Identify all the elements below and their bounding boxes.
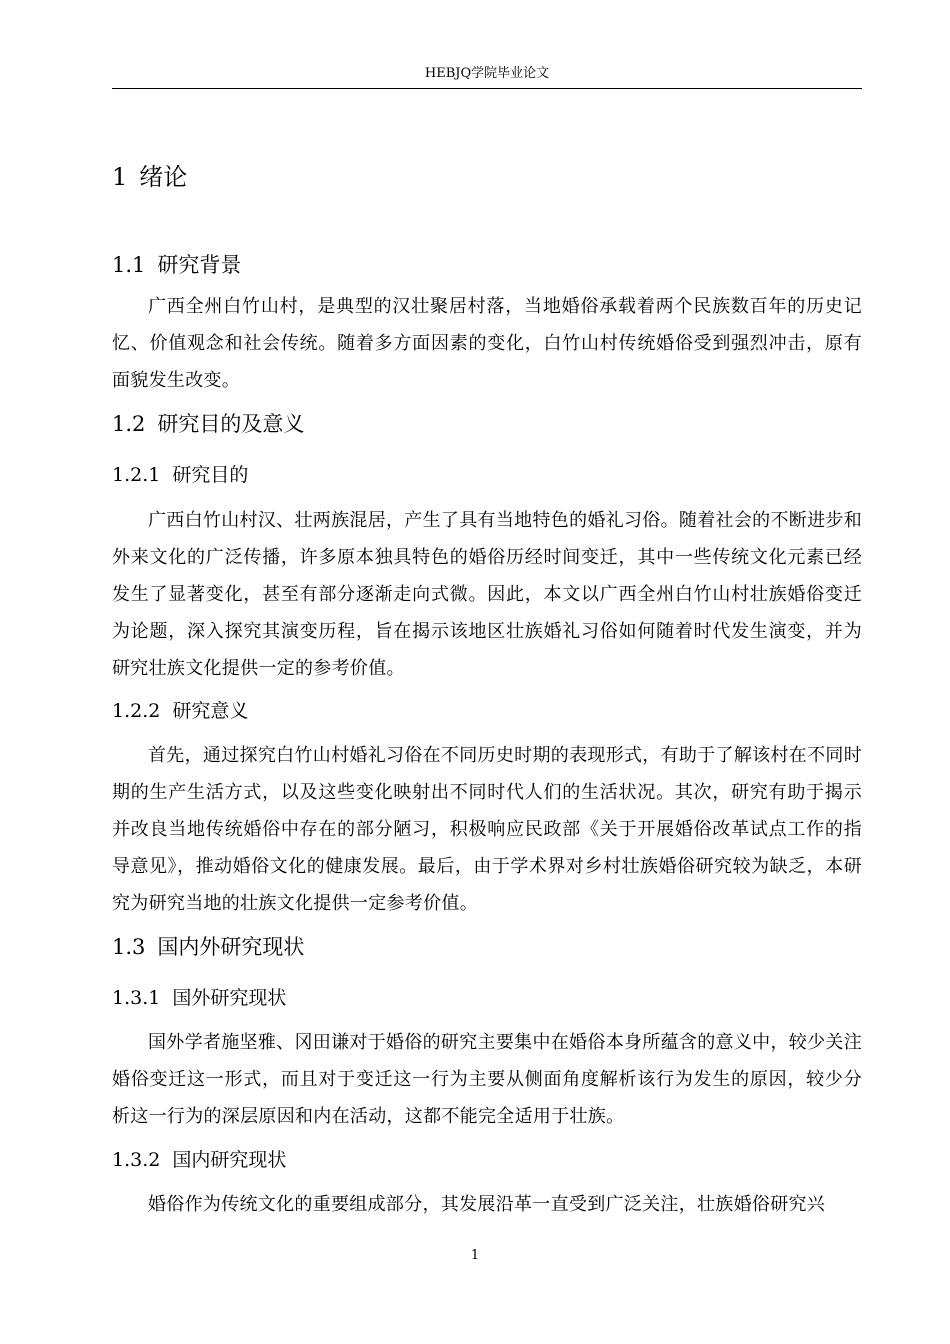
chapter-number: 1: [112, 163, 128, 191]
section-title: 研究目的及意义: [157, 412, 305, 436]
subsection-number: 1.3.1: [112, 987, 161, 1009]
subsection-title: 研究目的: [172, 464, 249, 486]
subsection-title: 研究意义: [172, 700, 249, 722]
section-heading-1-2: [112, 410, 304, 438]
section-heading-1-1: [112, 251, 241, 279]
section-number: 1.2: [112, 412, 146, 436]
paragraph-foreign-research: 国外学者施坚雅、冈田谦对于婚俗的研究主要集中在婚俗本身所蕴含的意义中，较少关注婚俗变迁这一形式，而且对于变迁这一行为主要从侧面角度解析该行为发生的原因，较少分析这一行为的深层原因和内在活动，这都不能完全适用于壮族。: [112, 1032, 862, 1127]
subsection-heading-1-2-2: [112, 698, 248, 724]
chapter-heading: [112, 162, 187, 192]
paragraph-background: 广西全州白竹山村，是典型的汉壮聚居村落，当地婚俗承载着两个民族数百年的历史记忆、价值观念和社会传统。随着多方面因素的变化，白竹山村传统婚俗受到强烈冲击，原有面貌发生改变。: [112, 296, 862, 391]
subsection-heading-1-3-1: [112, 985, 286, 1011]
section-number: 1.3: [112, 935, 146, 959]
subsection-title: 国内研究现状: [172, 1149, 287, 1171]
section-heading-1-3: [112, 933, 304, 961]
subsection-number: 1.2.2: [112, 700, 161, 722]
paragraph-significance: 首先，通过探究白竹山村婚礼习俗在不同历史时期的表现形式，有助于了解该村在不同时期的生产生活方式，以及这些变化映射出不同时代人们的生活状况。其次，研究有助于揭示并改良当地传统婚俗中存在的部分陋习，积极响应民政部《关于开展婚俗改革试点工作的指导意见》，推动婚俗文化的健康发展。最后，由于学术界对乡村壮族婚俗研究较为缺乏，本研究为研究当地的壮族文化提供一定参考价值。: [112, 745, 862, 914]
subsection-number: 1.3.2: [112, 1149, 161, 1171]
page-number: 1: [470, 1248, 480, 1263]
subsection-number: 1.2.1: [112, 464, 161, 486]
section-title: 研究背景: [157, 253, 242, 277]
page-header: HEBJQ学院毕业论文: [424, 66, 550, 81]
paragraph-purpose: 广西白竹山村汉、壮两族混居，产生了具有当地特色的婚礼习俗。随着社会的不断进步和外来文化的广泛传播，许多原本独具特色的婚俗历经时间变迁，其中一些传统文化元素已经发生了显著变化，甚至有部分逐渐走向式微。因此，本文以广西全州白竹山村壮族婚俗变迁为论题，深入探究其演变历程，旨在揭示该地区壮族婚礼习俗如何随着时代发生演变，并为研究壮族文化提供一定的参考价值。: [112, 510, 862, 679]
subsection-heading-1-3-2: [112, 1147, 286, 1173]
subsection-title: 国外研究现状: [172, 987, 287, 1009]
header-rule: [112, 88, 862, 89]
subsection-heading-1-2-1: [112, 462, 248, 488]
section-title: 国内外研究现状: [157, 935, 305, 959]
chapter-title: 绪论: [139, 163, 188, 191]
section-number: 1.1: [112, 253, 146, 277]
paragraph-domestic-research: 婚俗作为传统文化的重要组成部分，其发展沿革一直受到广泛关注，壮族婚俗研究兴: [148, 1194, 826, 1215]
